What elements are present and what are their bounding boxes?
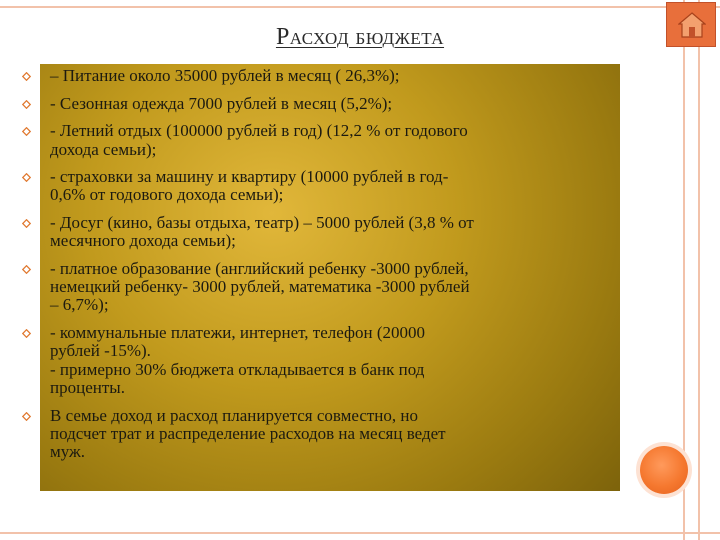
diamond-bullet-icon xyxy=(22,173,31,182)
bullet-text-line: - Летний отдых (100000 рублей в год) (12,2 % от годового xyxy=(50,121,468,141)
bullet-text-line: немецкий ребенку- 3000 рублей, математика -3000 рублей xyxy=(50,277,470,297)
frame-line-horizontal-top xyxy=(0,6,720,8)
diamond-bullet-icon xyxy=(22,265,31,274)
bullet-text-line: дохода семьи); xyxy=(50,139,157,159)
diamond-bullet-icon xyxy=(22,412,31,421)
diamond-bullet-icon xyxy=(22,127,31,136)
bullet-text-line: - коммунальные платежи, интернет, телефон (20000 xyxy=(50,323,426,343)
bullet-text-line: - примерно 30% бюджета откладывается в банк под xyxy=(50,359,425,379)
bullet-text-line: - Досуг (кино, базы отдыха, театр) – 5000 рублей (3,8 % от xyxy=(50,213,474,233)
bullet-text-line: В семье доход и расход планируется совместно, но xyxy=(50,405,419,425)
diamond-bullet-icon xyxy=(22,100,31,109)
bullet-text-line: подсчет трат и распределение расходов на месяц ведет xyxy=(50,423,446,443)
frame-line-horizontal-bottom xyxy=(0,532,720,534)
bullet-text-line: рублей -15%). xyxy=(50,341,151,361)
bullet-text-line: – 6,7%); xyxy=(50,295,109,315)
bullet-text-line: проценты. xyxy=(50,377,125,397)
decorative-circle xyxy=(640,446,688,494)
bullet-text-line: 0,6% от годового дохода семьи); xyxy=(50,185,284,205)
bullet-text-line: месячного дохода семьи); xyxy=(50,231,236,251)
diamond-bullet-icon xyxy=(22,72,31,81)
home-icon xyxy=(678,12,706,38)
frame-line-vertical-right xyxy=(698,0,700,540)
bullet-text-line: - страховки за машину и квартиру (10000 рублей в год- xyxy=(50,167,449,187)
slide-title: Расход бюджета xyxy=(275,24,445,50)
bullet-text-line: муж. xyxy=(50,441,86,461)
diamond-bullet-icon xyxy=(22,329,31,338)
bullet-text-line: - платное образование (английский ребенку -3000 рублей, xyxy=(50,259,469,279)
diamond-bullet-icon xyxy=(22,219,31,228)
bullet-text-line: - Сезонная одежда 7000 рублей в месяц (5,2%); xyxy=(50,93,393,113)
home-button[interactable] xyxy=(666,2,716,47)
bullet-text-line: – Питание около 35000 рублей в месяц ( 26,3%); xyxy=(50,66,400,85)
